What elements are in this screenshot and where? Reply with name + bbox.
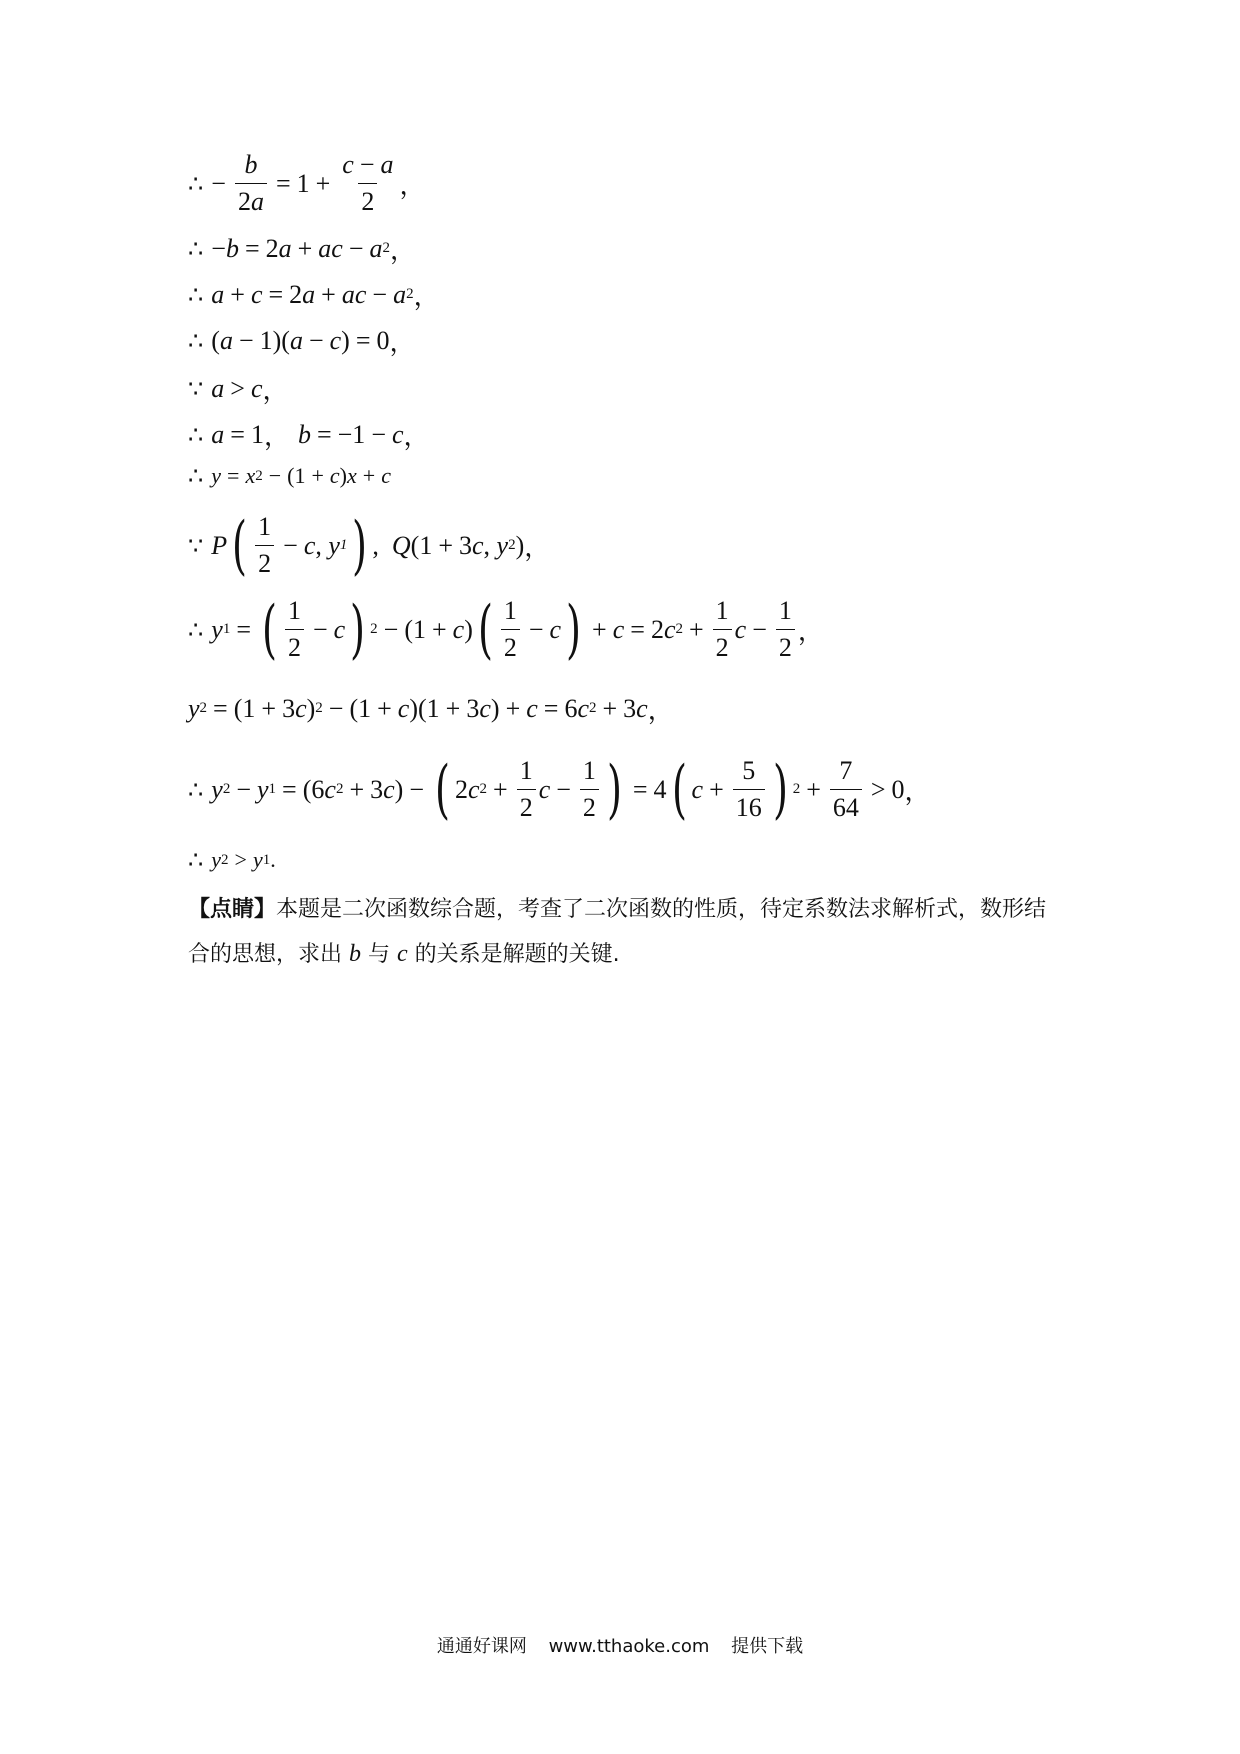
equation-line-6: ∴ a = 1 ， b = −1 − c ，: [188, 419, 430, 451]
note-var-b: b: [349, 941, 361, 967]
page-footer: [0, 1632, 1240, 1658]
note-text-1: 本题是二次函数综合题，考查了二次函数的性质，待定系数法求解析式，数形结合的思想，求出: [188, 897, 1047, 967]
equation-line-8: ∵ P ( $\frac{1}{2}$ − c , y 1 ) , Q (1 + 3 c , y 2 ) ，: [188, 508, 551, 583]
analysis-note: [188, 888, 1068, 977]
footer-suffix: 提供下载: [731, 1636, 804, 1657]
note-label: 【点睛】: [188, 897, 277, 922]
equation-line-11: ∴ y 2 − y 1 = (6 c 2 + 3 c ) − ( 2 c 2 + $\frac{1}{2}$ c − $\frac{1}{2}$ ) = 4 ( c + $\frac{5}{16}$ ) 2 + $\frac{7}{64}$ > 0 ，: [188, 752, 931, 827]
equation-line-3: ∴ a + c = 2 a + ac − a 2 ，: [188, 279, 440, 311]
equation-line-1: ∴ − $\frac{b}{2a}$ = 1 + $\frac{c - a}{2}$ ，: [188, 150, 426, 216]
note-text-3: 的关系是解题的关键.: [407, 942, 620, 967]
footer-site-name: 通通好课网: [436, 1636, 527, 1657]
equation-line-2: ∴ − b = 2 a + ac − a 2 ，: [188, 233, 417, 265]
equation-line-7: ∴ y = x 2 − (1 + c ) x + c: [188, 462, 391, 490]
equation-line-10: y 2 = (1 + 3 c ) 2 − (1 + c )(1 + 3 c ) + c = 6 c 2 + 3 c ，: [188, 693, 674, 725]
equation-line-5: ∵ a > c ，: [188, 373, 289, 405]
equation-line-12: ∴ y 2 > y 1 .: [188, 846, 276, 874]
note-text-2: 与: [361, 942, 397, 967]
equation-line-9: ∴ y 1 = ( $\frac{1}{2}$ − c ) 2 − (1 + c ) ( $\frac{1}{2}$ − c ) + c = 2 c 2 + $\frac{1}{2}$ c − $\frac{1}{2}$ ，: [188, 592, 824, 667]
footer-url[interactable]: www.tthaoke.com: [548, 1636, 710, 1657]
equation-line-4: ∴ ( a − 1)( a − c ) = 0 ，: [188, 325, 416, 357]
note-var-c: c: [397, 941, 408, 967]
